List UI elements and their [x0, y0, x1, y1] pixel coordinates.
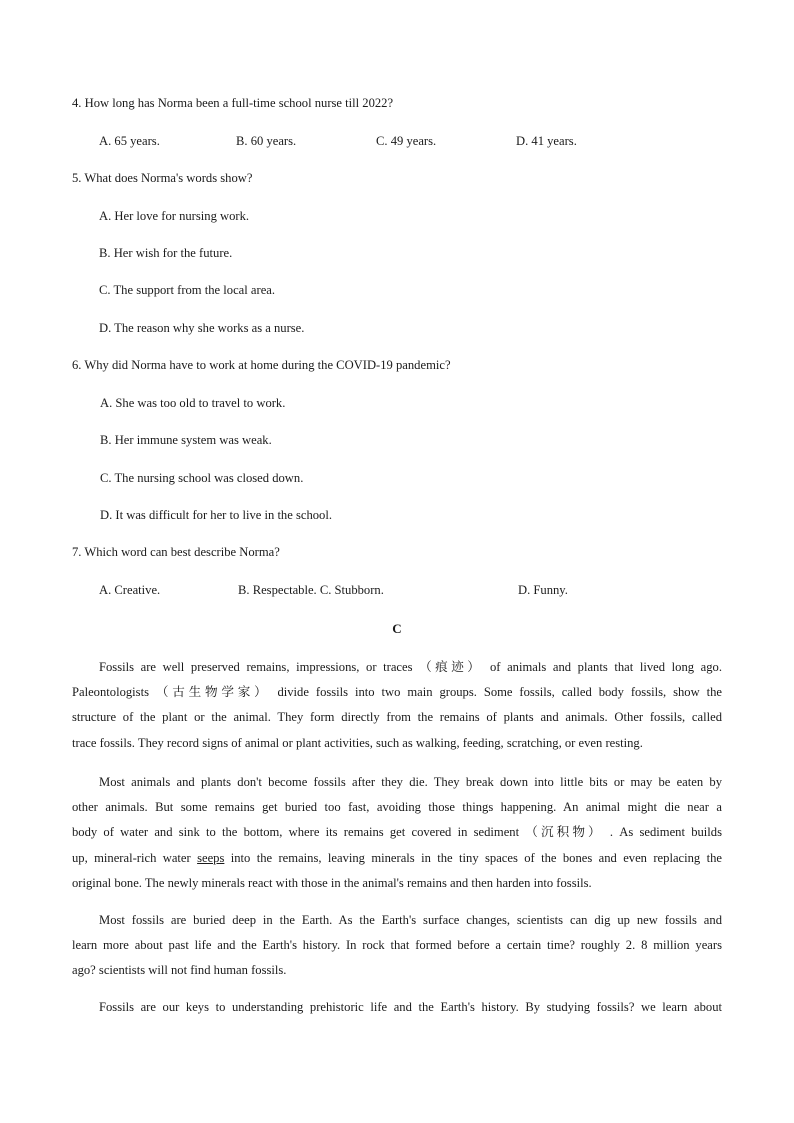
paragraph-3-line: ago? scientists will not find human fossils.	[72, 963, 287, 978]
question-6-option-d: D. It was difficult for her to live in the school.	[100, 508, 333, 522]
paragraph-4	[72, 995, 722, 1020]
question-4-option-c: C. 49 years.	[376, 134, 437, 148]
question-5-option-d: D. The reason why she works as a nurse.	[99, 321, 305, 335]
paragraph-2-text: up, mineral-rich water	[72, 850, 198, 865]
paragraph-4-line: Fossils are our keys to understanding prehistoric life and the Earth's history. By studying fossils? we learn about	[99, 1000, 722, 1014]
paragraph-2-line: Most animals and plants don't become fossils after they die. They break down into little bits or may be eaten by	[99, 775, 722, 789]
question-4-option-b: B. 60 years.	[236, 134, 297, 148]
section-heading: C	[392, 621, 402, 636]
question-4-option-a: A. 65 years.	[99, 134, 160, 148]
question-6-option-b: B. Her immune system was weak.	[100, 433, 272, 447]
question-5-option-a: A. Her love for nursing work.	[99, 209, 250, 223]
paragraph-2-line: body of water and sink to the bottom, where its remains get covered in sediment （沉积物） . As sediment builds	[72, 825, 722, 840]
question-5-stem: 5. What does Norma's words show?	[72, 171, 253, 185]
question-4-options	[99, 134, 619, 152]
question-6-option-a: A. She was too old to travel to work.	[100, 396, 286, 410]
paragraph-1-line: trace fossils. They record signs of animal or plant activities, such as walking, feeding, scratching, or even resting.	[72, 735, 643, 750]
paragraph-2-line: original bone. The newly minerals react with those in the animal's remains and then harden into fossils.	[72, 875, 592, 890]
question-4-stem: 4. How long has Norma been a full-time school nurse till 2022?	[72, 96, 394, 110]
question-5-option-b: B. Her wish for the future.	[99, 246, 233, 260]
question-7-option-d: D. Funny.	[518, 583, 568, 597]
paragraph-2-text: into the remains, leaving minerals in the tiny spaces of the bones and even replacing the	[224, 850, 722, 865]
question-7-option-a: A. Creative.	[99, 583, 161, 597]
question-6-stem: 6. Why did Norma have to work at home during the COVID-19 pandemic?	[72, 358, 451, 372]
question-5-option-c: C. The support from the local area.	[99, 283, 276, 297]
paragraph-2	[72, 770, 722, 896]
paragraph-1-line: Fossils are well preserved remains, impressions, or traces （痕迹） of animals and plants that lived long ago.	[99, 660, 722, 674]
underlined-word-seeps: seeps	[197, 850, 225, 865]
paragraph-3-line: Most fossils are buried deep in the Earth. As the Earth's surface changes, scientists can dig up new fossils and	[99, 913, 722, 927]
paragraph-3-line: learn more about past life and the Earth's history. In rock that formed before a certain time? roughly 2. 8 million years	[72, 938, 722, 953]
paragraph-1	[72, 655, 722, 756]
question-6-option-c: C. The nursing school was closed down.	[100, 471, 304, 485]
question-4-option-d: D. 41 years.	[516, 134, 577, 148]
paragraph-1-line: Paleontologists （古生物学家） divide fossils into two main groups. Some fossils, called body fossils, show the	[72, 685, 722, 700]
paragraph-2-line: other animals. But some remains get buried too fast, avoiding those things happening. An animal might die near a	[72, 800, 722, 815]
question-7-stem: 7. Which word can best describe Norma?	[72, 545, 280, 559]
paragraph-3	[72, 908, 722, 984]
paragraph-2-line	[72, 846, 722, 871]
paragraph-1-line: structure of the plant or the animal. They form directly from the remains of plants and animals. Other fossils, called	[72, 710, 722, 725]
question-7-option-b-c: B. Respectable. C. Stubborn.	[238, 583, 384, 597]
question-7-options	[99, 583, 619, 601]
